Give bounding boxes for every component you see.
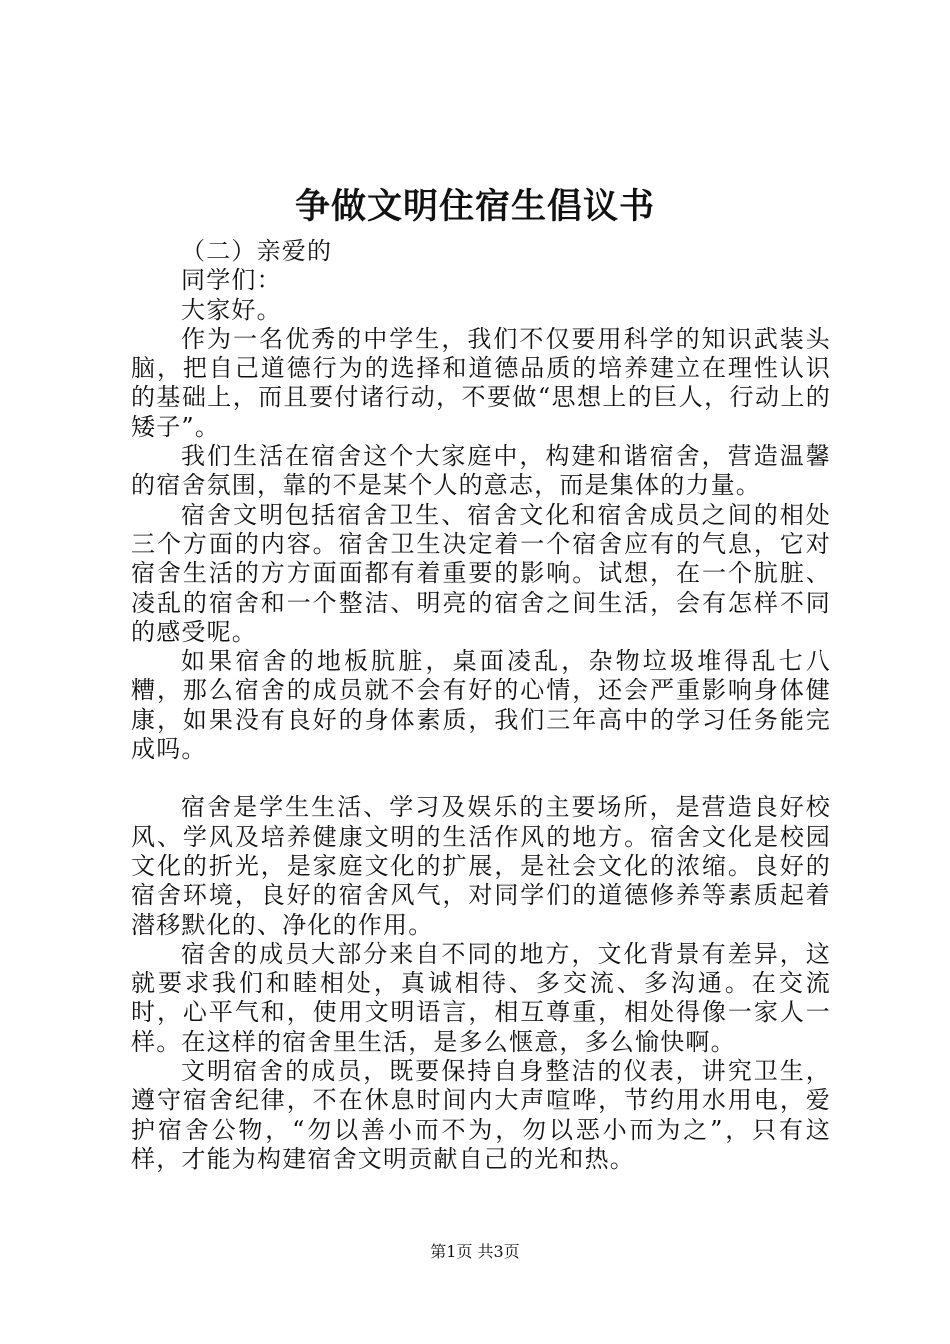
paragraph-addressee: 同学们： xyxy=(181,266,282,295)
paragraph: 作为一名优秀的中学生，我们不仅要用科学的知识武装头脑，把自己道德行为的选择和道德品质的培养建立在理性认识的基础上，而且要付诸行动，不要做“思想上的巨人，行动上的矮子”。 xyxy=(131,324,831,441)
paragraph-greeting: 大家好。 xyxy=(181,295,282,324)
paragraph: 宿舍是学生生活、学习及娱乐的主要场所，是营造良好校风、学风及培养健康文明的生活作风的地方。宿舍文化是校园文化的折光，是家庭文化的扩展，是社会文化的浓缩。良好的宿舍环境，良好的宿舍风气，对同学们的道德修养等素质起着潜移默化的、净化的作用。 xyxy=(131,793,831,939)
paragraph: 宿舍的成员大部分来自不同的地方，文化背景有差异，这就要求我们和睦相处，真诚相待、多交流、多沟通。在交流时，心平气和，使用文明语言，相互尊重，相处得像一家人一样。在这样的宿舍里生活，是多么惬意，多么愉快啊。 xyxy=(131,939,831,1056)
paragraph: 文明宿舍的成员，既要保持自身整洁的仪表，讲究卫生，遵守宿舍纪律，不在休息时间内大声喧哗，节约用水用电，爱护宿舍公物，“勿以善小而不为，勿以恶小而为之”，只有这样，才能为构建宿舍文明贡献自己的光和热。 xyxy=(131,1057,831,1173)
document-body xyxy=(131,237,831,1174)
paragraph-salutation: （二）亲爱的 xyxy=(181,237,333,265)
paragraph: 如果宿舍的地板肮脏，桌面凌乱，杂物垃圾堆得乱七八糟，那么宿舍的成员就不会有好的心情，还会严重影响身体健康，如果没有良好的身体素质，我们三年高中的学习任务能完成吗。 xyxy=(131,647,831,764)
page-footer: 第1页 共3页 xyxy=(430,1242,520,1261)
document-title: 争做文明住宿生倡议书 xyxy=(294,187,655,227)
paragraph: 宿舍文明包括宿舍卫生、宿舍文化和宿舍成员之间的相处三个方面的内容。宿舍卫生决定着一个宿舍应有的气息，它对宿舍生活的方方面面都有着重要的影响。试想，在一个肮脏、凌乱的宿舍和一个整洁、明亮的宿舍之间生活，会有怎样不同的感受呢。 xyxy=(131,500,831,646)
paragraph: 我们生活在宿舍这个大家庭中，构建和谐宿舍，营造温馨的宿舍氛围，靠的不是某个人的意志，而是集体的力量。 xyxy=(131,442,831,500)
